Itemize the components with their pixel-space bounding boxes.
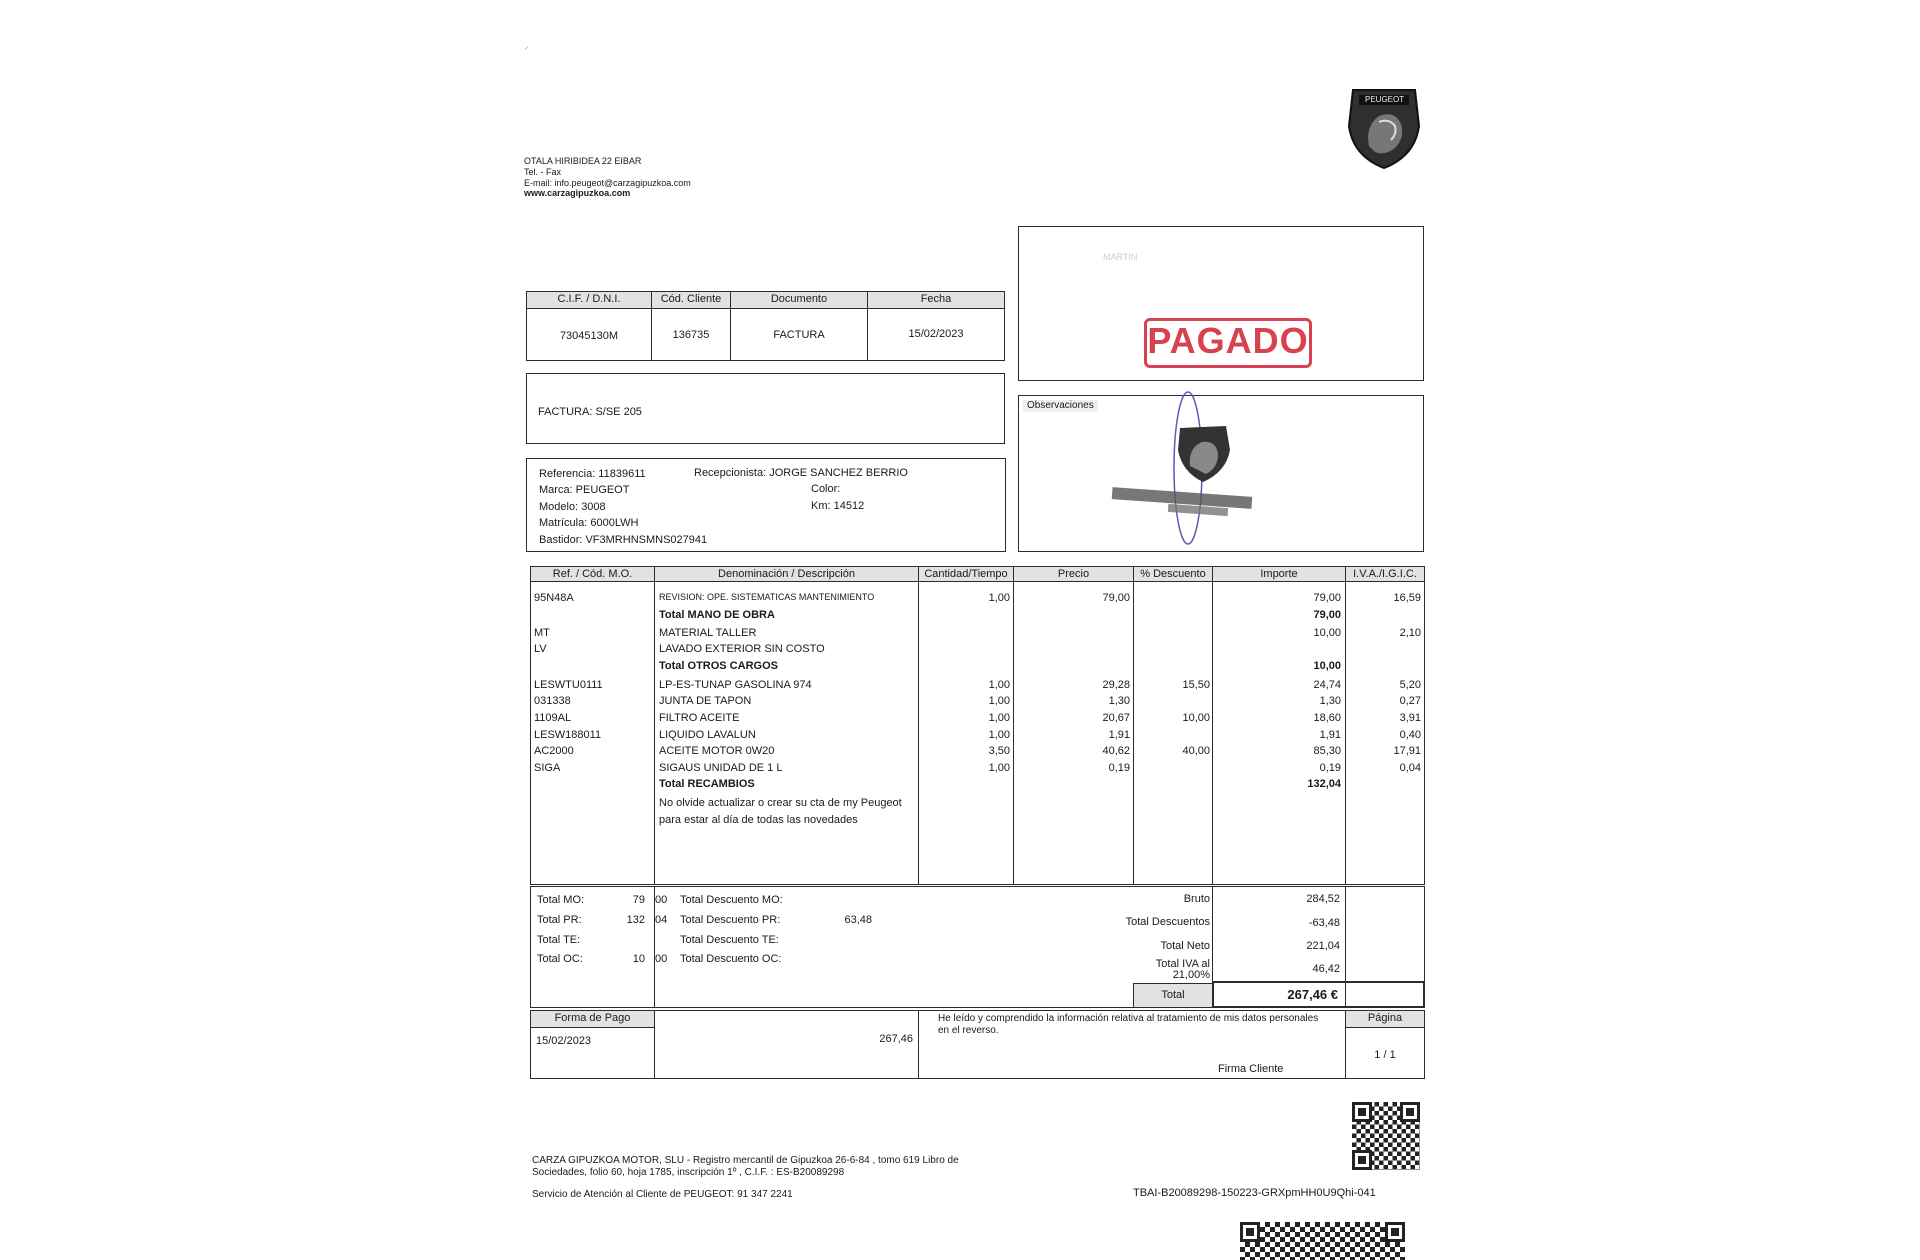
line-price: 0,19	[1108, 762, 1130, 774]
line-amount: 1,30	[1319, 695, 1341, 707]
total-label: Total	[1133, 983, 1213, 1008]
customer-name-faint: MARTIN	[1103, 252, 1138, 262]
payment-amount: 267,46	[879, 1033, 913, 1045]
totals-dlabel: Total Descuento PR:	[680, 914, 781, 926]
line-ref: LESWTU0111	[534, 679, 603, 691]
line-amount: 24,74	[1313, 679, 1341, 691]
col-price: Precio	[1013, 566, 1134, 582]
line-desc: Total RECAMBIOS	[659, 778, 755, 790]
iva-value: 46,42	[1312, 963, 1340, 975]
line-qty: 1,00	[988, 712, 1010, 724]
line-price: 1,30	[1108, 695, 1130, 707]
line-amount: 10,00	[1313, 660, 1341, 672]
line-qty: 1,00	[988, 695, 1010, 707]
line-desc: MATERIAL TALLER	[659, 627, 757, 639]
totals-label: Total TE:	[537, 934, 581, 946]
line-disc: 15,50	[1182, 679, 1210, 691]
line-ref: LV	[534, 643, 547, 655]
iva-label: Total IVA al	[1155, 958, 1210, 970]
company-web: www.carzagipuzkoa.com	[524, 188, 631, 199]
iva-rate: 21,00%	[1172, 969, 1210, 981]
totals-dlabel: Total Descuento OC:	[680, 953, 782, 965]
totals-dec: 04	[655, 914, 668, 926]
line-iva: 2,10	[1399, 627, 1421, 639]
neto-value: 221,04	[1306, 940, 1340, 952]
line-amount: 1,91	[1319, 729, 1341, 741]
col-ref: Ref. / Cód. M.O.	[530, 566, 655, 582]
logo-text: PEUGEOT	[1365, 95, 1405, 104]
company-tel-fax: Tel. - Fax	[524, 166, 562, 177]
line-qty: 1,00	[988, 729, 1010, 741]
line-ref: 1109AL	[534, 712, 572, 724]
line-amount: 79,00	[1313, 609, 1341, 621]
header-cod-cliente: Cód. Cliente	[651, 291, 731, 309]
footer-service: Servicio de Atención al Cliente de PEUGEOT: 91 347 2241	[532, 1189, 793, 1200]
header-fecha: Fecha	[867, 291, 1005, 309]
scan-mark: ⸝	[524, 41, 529, 52]
total-value: 267,46 €	[1287, 987, 1338, 1002]
page-label: Página	[1345, 1010, 1425, 1028]
line-desc: Total MANO DE OBRA	[659, 609, 775, 621]
line-qty: 1,00	[988, 762, 1010, 774]
line-amount: 10,00	[1313, 627, 1341, 639]
descuentos-label: Total Descuentos	[1125, 916, 1210, 928]
line-desc: REVISION: OPE. SISTEMATICAS MANTENIMIENTO	[659, 592, 875, 602]
qr-code	[1352, 1102, 1420, 1170]
line-ref: SIGA	[534, 762, 561, 774]
payment-label: Forma de Pago	[530, 1010, 655, 1028]
line-price: 79,00	[1102, 592, 1130, 604]
line-ref: MT	[534, 627, 550, 639]
totals-label: Total OC:	[537, 953, 583, 965]
line-price: 1,91	[1108, 729, 1130, 741]
line-iva: 16,59	[1393, 592, 1421, 604]
footer-tbai: TBAI-B20089298-150223-GRXpmHH0U9Qhi-041	[1133, 1187, 1376, 1199]
line-disc: 40,00	[1182, 745, 1210, 757]
line-desc: JUNTA DE TAPON	[659, 695, 752, 707]
line-ref: AC2000	[534, 745, 574, 757]
bruto-value: 284,52	[1306, 893, 1340, 905]
footer-registry-2: Sociedades, folio 60, hoja 1785, inscripción 1º , C.I.F. : ES-B20089298	[532, 1167, 845, 1178]
vehicle-marca: Marca: PEUGEOT	[539, 484, 630, 496]
line-disc: 10,00	[1182, 712, 1210, 724]
line-iva: 0,27	[1399, 695, 1421, 707]
col-amount: Importe	[1212, 566, 1346, 582]
line-iva: 0,40	[1399, 729, 1421, 741]
observations-label: Observaciones	[1023, 400, 1098, 412]
totals-label: Total MO:	[537, 894, 585, 906]
line-desc: SIGAUS UNIDAD DE 1 L	[659, 762, 783, 774]
value-cif: 73045130M	[559, 330, 619, 342]
totals-int: 132	[626, 914, 645, 926]
line-ref: LESW188011	[534, 729, 602, 741]
line-price: 29,28	[1102, 679, 1130, 691]
totals-int: 79	[632, 894, 645, 906]
vehicle-color: Color:	[811, 483, 841, 495]
value-documento: FACTURA	[773, 329, 825, 341]
line-iva: 17,91	[1393, 745, 1421, 757]
neto-label: Total Neto	[1160, 940, 1210, 952]
line-amount: 132,04	[1307, 778, 1341, 790]
page-number: 1 / 1	[1374, 1049, 1396, 1061]
company-address: OTALA HIRIBIDEA 22 EIBAR	[524, 156, 642, 166]
line-qty: 1,00	[988, 592, 1010, 604]
line-desc: LP-ES-TUNAP GASOLINA 974	[659, 679, 812, 691]
totals-dlabel: Total Descuento TE:	[680, 934, 779, 946]
totals-dval: 63,48	[844, 914, 872, 926]
line-price: 40,62	[1102, 745, 1130, 757]
paid-stamp: PAGADO	[1144, 318, 1312, 368]
totals-int: 10	[632, 953, 645, 965]
privacy-text: He leído y comprendido la información relativa al tratamiento de mis datos personales en el reverso.	[938, 1013, 1319, 1036]
peugeot-logo	[1345, 86, 1423, 170]
col-iva: I.V.A./I.G.I.C.	[1345, 566, 1425, 582]
col-desc: Denominación / Descripción	[654, 566, 919, 582]
vehicle-bastidor: Bastidor: VF3MRHNSMNS027941	[539, 534, 708, 546]
totals-dec: 00	[655, 894, 668, 906]
company-email: E-mail: info.peugeot@carzagipuzkoa.com	[524, 177, 691, 188]
line-iva: 3,91	[1399, 712, 1421, 724]
dealer-stamp	[1108, 388, 1308, 548]
totals-dec: 00	[655, 953, 668, 965]
vehicle-matricula: Matrícula: 6000LWH	[539, 517, 639, 529]
line-amount: 85,30	[1313, 745, 1341, 757]
col-qty: Cantidad/Tiempo	[918, 566, 1014, 582]
line-amount: 79,00	[1313, 592, 1341, 604]
value-cod-cliente: 136735	[672, 329, 710, 341]
line-desc: ACEITE MOTOR 0W20	[659, 745, 775, 757]
value-fecha: 15/02/2023	[908, 328, 964, 340]
line-iva: 5,20	[1399, 679, 1421, 691]
vehicle-recepcionista: Recepcionista: JORGE SANCHEZ BERRIO	[694, 467, 908, 479]
line-desc: LIQUIDO LAVALUN	[659, 729, 756, 741]
invoice-number: FACTURA: S/SE 205	[538, 406, 642, 418]
col-discount: % Descuento	[1133, 566, 1213, 582]
footer-registry-1: CARZA GIPUZKOA MOTOR, SLU - Registro mercantil de Gipuzkoa 26-6-84 , tomo 619 Libro de	[532, 1155, 959, 1166]
qr-code-bottom	[1240, 1222, 1405, 1260]
bruto-label: Bruto	[1183, 893, 1210, 905]
line-desc: Total OTROS CARGOS	[659, 660, 778, 672]
company-info	[524, 156, 691, 199]
header-cif: C.I.F. / D.N.I.	[526, 291, 652, 309]
totals-label: Total PR:	[537, 914, 582, 926]
line-price: 20,67	[1102, 712, 1130, 724]
line-ref: 031338	[534, 695, 571, 707]
totals-dlabel: Total Descuento MO:	[680, 894, 783, 906]
line-ref: 95N48A	[534, 592, 574, 604]
vehicle-km: Km: 14512	[811, 500, 865, 512]
line-qty: 1,00	[988, 679, 1010, 691]
descuentos-value: -63,48	[1308, 917, 1340, 929]
line-desc: para estar al día de todas las novedades	[659, 814, 858, 826]
line-iva: 0,04	[1399, 762, 1421, 774]
line-amount: 0,19	[1319, 762, 1341, 774]
line-amount: 18,60	[1313, 712, 1341, 724]
line-desc: No olvide actualizar o crear su cta de my Peugeot	[659, 797, 902, 809]
signature-label: Firma Cliente	[1218, 1063, 1284, 1075]
vehicle-referencia: Referencia: 11839611	[539, 468, 646, 480]
header-documento: Documento	[730, 291, 868, 309]
line-desc: LAVADO EXTERIOR SIN COSTO	[659, 643, 825, 655]
line-desc: FILTRO ACEITE	[659, 712, 740, 724]
line-qty: 3,50	[988, 745, 1010, 757]
vehicle-modelo: Modelo: 3008	[539, 501, 606, 513]
payment-date: 15/02/2023	[536, 1035, 592, 1047]
